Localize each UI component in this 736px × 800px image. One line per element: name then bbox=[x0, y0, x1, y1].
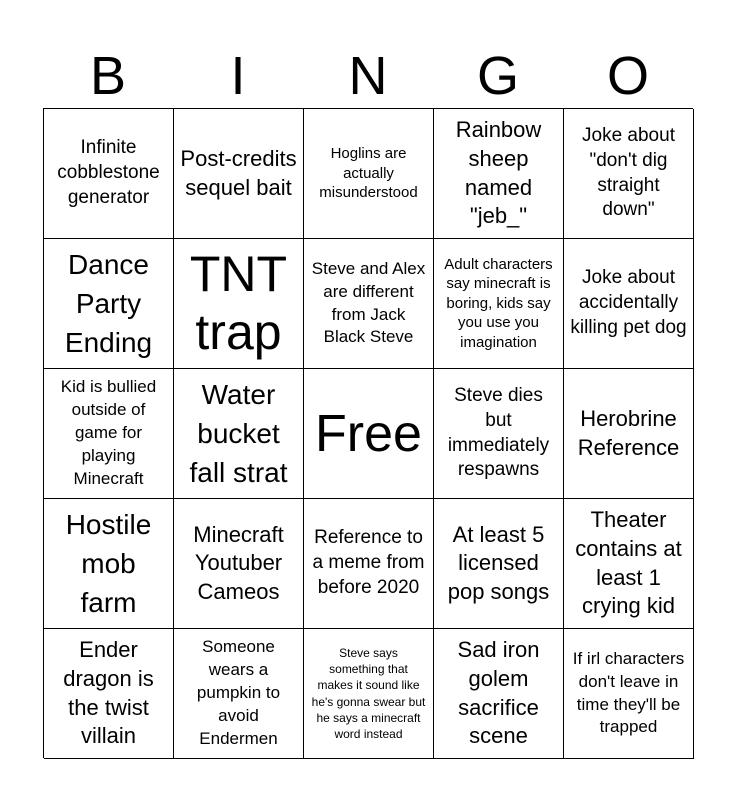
bingo-cell-free[interactable]: Free bbox=[304, 369, 434, 499]
bingo-cell-r1c2[interactable]: Post-credits sequel bait bbox=[174, 109, 304, 239]
bingo-cell-r4c5[interactable]: Theater contains at least 1 crying kid bbox=[564, 499, 694, 629]
bingo-cell-r3c1[interactable]: Kid is bullied outside of game for playing Minecraft bbox=[44, 369, 174, 499]
bingo-cell-r1c1[interactable]: Infinite cobblestone generator bbox=[44, 109, 174, 239]
bingo-cell-r5c1[interactable]: Ender dragon is the twist villain bbox=[44, 629, 174, 759]
bingo-header bbox=[43, 44, 693, 108]
bingo-grid bbox=[43, 108, 693, 758]
bingo-cell-r3c2[interactable]: Water bucket fall strat bbox=[174, 369, 304, 499]
bingo-cell-r2c5[interactable]: Joke about accidentally killing pet dog bbox=[564, 239, 694, 369]
bingo-cell-r4c4[interactable]: At least 5 licensed pop songs bbox=[434, 499, 564, 629]
bingo-cell-r2c3[interactable]: Steve and Alex are different from Jack Black Steve bbox=[304, 239, 434, 369]
bingo-cell-r5c5[interactable]: If irl characters don't leave in time they'll be trapped bbox=[564, 629, 694, 759]
bingo-cell-r3c5[interactable]: Herobrine Reference bbox=[564, 369, 694, 499]
bingo-cell-r4c1[interactable]: Hostile mob farm bbox=[44, 499, 174, 629]
header-letter-o: O bbox=[606, 46, 649, 106]
bingo-cell-r3c4[interactable]: Steve dies but immediately respawns bbox=[434, 369, 564, 499]
bingo-cell-r1c3[interactable]: Hoglins are actually misunderstood bbox=[304, 109, 434, 239]
bingo-cell-r4c2[interactable]: Minecraft Youtuber Cameos bbox=[174, 499, 304, 629]
header-letter-g: G bbox=[476, 46, 519, 106]
bingo-cell-r2c2[interactable]: TNT trap bbox=[174, 239, 304, 369]
header-letter-i: I bbox=[230, 46, 246, 106]
bingo-cell-r2c4[interactable]: Adult characters say minecraft is boring, kids say you use you imagination bbox=[434, 239, 564, 369]
bingo-cell-r5c2[interactable]: Someone wears a pumpkin to avoid Endermen bbox=[174, 629, 304, 759]
bingo-cell-r1c4[interactable]: Rainbow sheep named "jeb_" bbox=[434, 109, 564, 239]
bingo-cell-r5c4[interactable]: Sad iron golem sacrifice scene bbox=[434, 629, 564, 759]
bingo-cell-r2c1[interactable]: Dance Party Ending bbox=[44, 239, 174, 369]
header-letter-n: N bbox=[348, 46, 388, 106]
bingo-cell-r1c5[interactable]: Joke about "don't dig straight down" bbox=[564, 109, 694, 239]
bingo-cell-r5c3[interactable]: Steve says something that makes it sound like he's gonna swear but he says a minecraft word instead bbox=[304, 629, 434, 759]
bingo-cell-r4c3[interactable]: Reference to a meme from before 2020 bbox=[304, 499, 434, 629]
header-letter-b: B bbox=[89, 46, 127, 106]
